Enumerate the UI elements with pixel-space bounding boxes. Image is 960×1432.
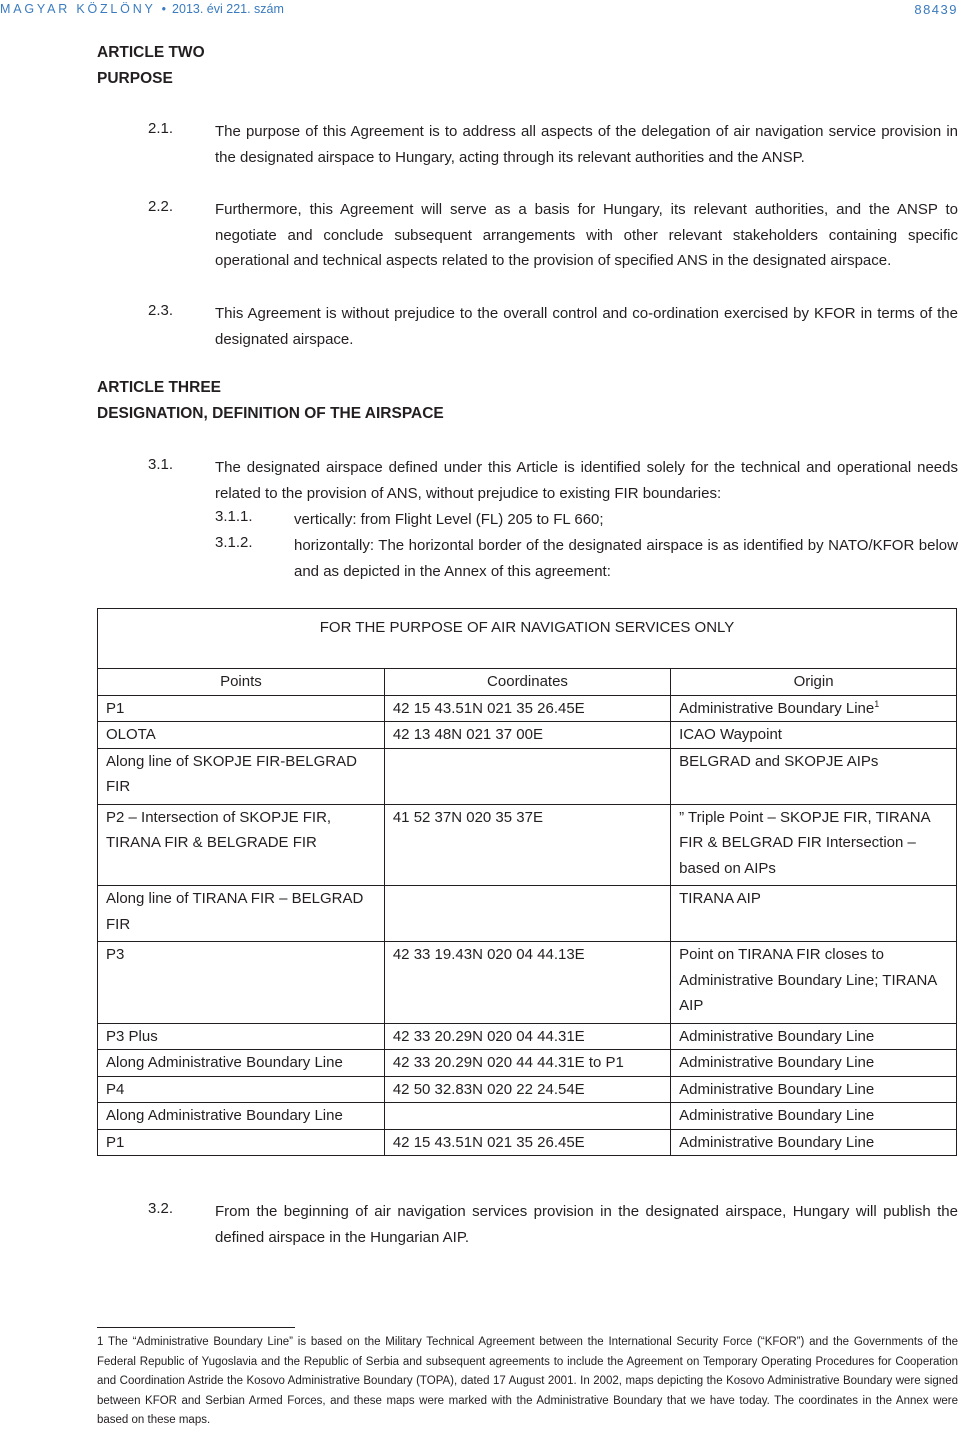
footnote-divider xyxy=(97,1327,295,1328)
table-row xyxy=(98,722,956,749)
cell-origin: TIRANA AIP xyxy=(671,886,956,942)
journal-header: MAGYAR KÖZLÖNY • 2013. évi 221. szám xyxy=(0,2,284,16)
cell-point: Along line of SKOPJE FIR-BELGRAD FIR xyxy=(98,748,384,804)
para-3-2-number: 3.2. xyxy=(148,1200,174,1217)
table-title: FOR THE PURPOSE OF AIR NAVIGATION SERVICES ONLY xyxy=(98,609,956,669)
running-header xyxy=(0,0,960,18)
cell-coordinates: 42 33 20.29N 020 04 44.31E xyxy=(384,1023,670,1050)
table-row xyxy=(98,1023,956,1050)
para-3-1-1-number: 3.1.1. xyxy=(215,508,253,525)
article-two-title: ARTICLE TWO xyxy=(97,44,205,61)
cell-coordinates xyxy=(384,886,670,942)
cell-coordinates: 42 50 32.83N 020 22 24.54E xyxy=(384,1076,670,1103)
table-row xyxy=(98,1103,956,1130)
header-points: Points xyxy=(98,669,384,695)
cell-coordinates xyxy=(384,748,670,804)
cell-coordinates: 41 52 37N 020 35 37E xyxy=(384,804,670,886)
cell-origin xyxy=(671,695,956,722)
cell-origin: Administrative Boundary Line xyxy=(671,1103,956,1130)
issue-label: 2013. évi 221. szám xyxy=(172,2,284,16)
cell-origin: Administrative Boundary Line xyxy=(671,1129,956,1155)
cell-origin: Administrative Boundary Line xyxy=(671,1050,956,1077)
table-row xyxy=(98,886,956,942)
para-2-1-text: The purpose of this Agreement is to address all aspects of the delegation of air navigation service provision in the designated airspace to Hungary, acting through its relevant authorities and the ANSP. xyxy=(215,123,958,166)
header-coordinates: Coordinates xyxy=(384,669,670,695)
cell-origin: ” Triple Point – SKOPJE FIR, TIRANA FIR & BELGRAD FIR Intersection – based on AIPs xyxy=(671,804,956,886)
origin-text: Administrative Boundary Line xyxy=(679,699,875,717)
para-3-2-text: From the beginning of air navigation services provision in the designated airspace, Hungary will publish the defined airspace in the Hungarian AIP. xyxy=(215,1203,958,1246)
coordinates-grid xyxy=(98,669,956,1155)
table-row xyxy=(98,1129,956,1155)
para-3-1-2-text: horizontally: The horizontal border of the designated airspace is as identified by NATO/KFOR below and as depicted in the Annex of this agreement: xyxy=(294,537,958,580)
cell-point: P2 – Intersection of SKOPJE FIR, TIRANA FIR & BELGRADE FIR xyxy=(98,804,384,886)
table-row xyxy=(98,695,956,722)
para-3-1-number: 3.1. xyxy=(148,456,174,473)
footnote-text: 1 The “Administrative Boundary Line” is based on the Military Technical Agreement between the International Security Force (“KFOR”) and the Governments of the Federal Republic of Yugoslavia and the Republic of Serbia and subsequent agreements to include the Agreement on Temporary Operating Procedures for Cooperation and Coordination Astride the Kosovo Administrative Boundary (TOPA), dated 17 August 2001. In 2002, maps depicting the Kosovo Administrative Boundary were signed between KFOR and Serbian Armed Forces, and these maps were marked with the Administrative Boundary that we have today. The coordinates in the Annex were based on these maps. xyxy=(97,1336,958,1426)
para-3-1-2-number: 3.1.2. xyxy=(215,534,253,551)
cell-origin: Point on TIRANA FIR closes to Administrative Boundary Line; TIRANA AIP xyxy=(671,942,956,1024)
journal-title: MAGYAR KÖZLÖNY xyxy=(0,2,156,16)
para-3-1-1-text: vertically: from Flight Level (FL) 205 to FL 660; xyxy=(294,511,604,528)
cell-point: Along Administrative Boundary Line xyxy=(98,1050,384,1077)
table-row xyxy=(98,1050,956,1077)
article-two-subtitle: PURPOSE xyxy=(97,70,173,87)
cell-coordinates: 42 33 19.43N 020 04 44.13E xyxy=(384,942,670,1024)
para-2-2-text: Furthermore, this Agreement will serve as a basis for Hungary, its relevant authorities, and the ANSP to negotiate and conclude subsequent arrangements with other relevant stakeholders containing specific operational and technical aspects related to the provision of specified ANS in the designated airspace. xyxy=(215,201,958,269)
para-2-3-number: 2.3. xyxy=(148,302,174,319)
cell-coordinates xyxy=(384,1103,670,1130)
cell-point: Along line of TIRANA FIR – BELGRAD FIR xyxy=(98,886,384,942)
cell-origin: ICAO Waypoint xyxy=(671,722,956,749)
table-row xyxy=(98,804,956,886)
cell-point: P1 xyxy=(98,695,384,722)
article-three-title: ARTICLE THREE xyxy=(97,379,221,396)
footnote-marker: 1 xyxy=(874,698,880,709)
cell-point: Along Administrative Boundary Line xyxy=(98,1103,384,1130)
cell-coordinates: 42 15 43.51N 021 35 26.45E xyxy=(384,695,670,722)
cell-coordinates: 42 13 48N 021 37 00E xyxy=(384,722,670,749)
cell-origin: BELGRAD and SKOPJE AIPs xyxy=(671,748,956,804)
cell-point: P1 xyxy=(98,1129,384,1155)
cell-point: P3 Plus xyxy=(98,1023,384,1050)
page-number: 88439 xyxy=(914,2,958,17)
table-header-row xyxy=(98,669,956,695)
airspace-coordinates-table xyxy=(97,608,957,1156)
header-origin: Origin xyxy=(671,669,956,695)
cell-coordinates: 42 15 43.51N 021 35 26.45E xyxy=(384,1129,670,1155)
para-2-2-number: 2.2. xyxy=(148,198,174,215)
cell-point: P3 xyxy=(98,942,384,1024)
table-row xyxy=(98,942,956,1024)
para-2-1-number: 2.1. xyxy=(148,120,174,137)
table-row xyxy=(98,748,956,804)
cell-point: P4 xyxy=(98,1076,384,1103)
article-three-subtitle: DESIGNATION, DEFINITION OF THE AIRSPACE xyxy=(97,405,444,422)
cell-point: OLOTA xyxy=(98,722,384,749)
cell-origin: Administrative Boundary Line xyxy=(671,1023,956,1050)
cell-coordinates: 42 33 20.29N 020 44 44.31E to P1 xyxy=(384,1050,670,1077)
para-2-3-text: This Agreement is without prejudice to the overall control and co-ordination exercised by KFOR in terms of the designated airspace. xyxy=(215,305,958,348)
para-3-1-text: The designated airspace defined under this Article is identified solely for the technical and operational needs related to the provision of ANS, without prejudice to existing FIR boundaries: xyxy=(215,459,958,502)
cell-origin: Administrative Boundary Line xyxy=(671,1076,956,1103)
table-row xyxy=(98,1076,956,1103)
